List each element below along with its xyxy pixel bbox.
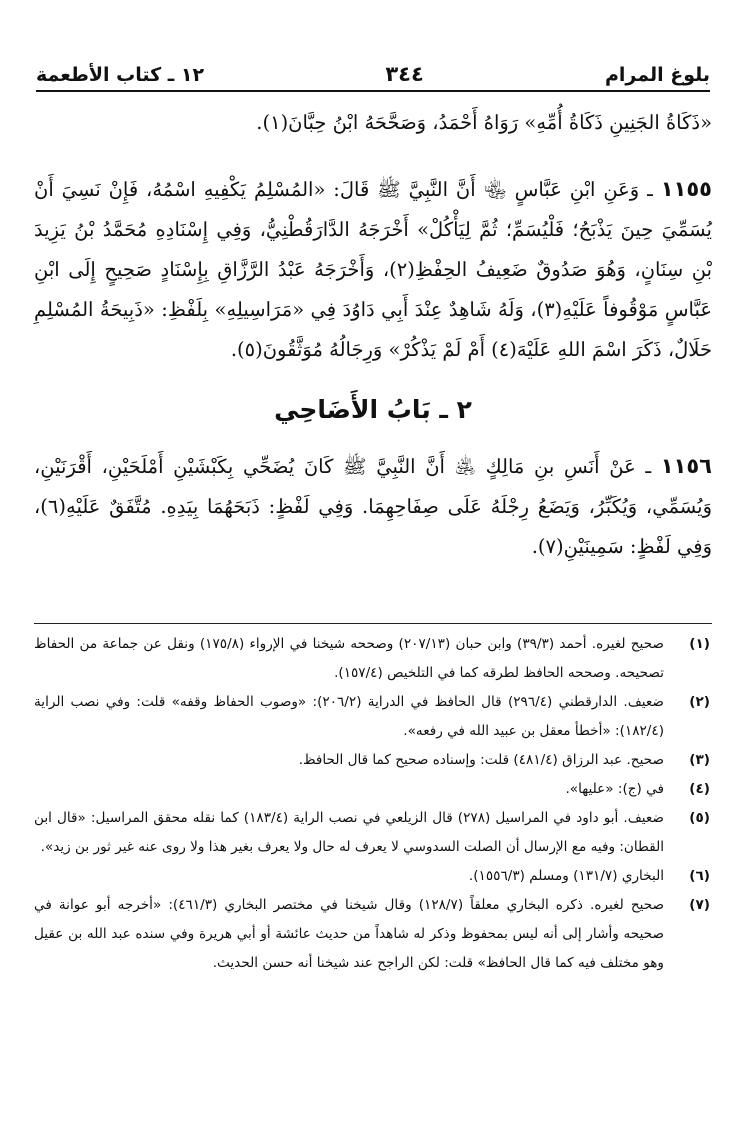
footnote [34, 630, 710, 688]
footnote-mark: (٢) [689, 694, 710, 710]
hadith-text: ـ وَعَنِ ابْنِ عَبَّاسٍ ﵄ أَنَّ النَّبِيَّ ﷺ قَالَ: «المُسْلِمُ يَكْفِيهِ اسْمُهُ، فَإِنْ نَسِيَ أَنْ يُسَمِّيَ حِينَ يَذْبَحُ؛ فَلْيُسَمِّ؛ ثُمَّ لِيَأْكُلْ» أَخْرَجَهُ الدَّارَقُطْنِيُّ، وَفِي إِسْنَادِهِ مُحَمَّدُ بْنُ يَزِيدَ بْنِ سِنَانٍ، وَهُوَ صَدُوقٌ ضَعِيفُ الحِفْظِ(٢)، وَأَخْرَجَهُ عَبْدُ الرَّزَّاقِ بِإِسْنَادٍ صَحِيحٍ إِلَى ابْنِ عَبَّاسٍ مَوْقُوفاً عَلَيْهِ(٣)، وَلَهُ شَاهِدٌ عِنْدَ أَبِي دَاوُدَ فِي «مَرَاسِيلِهِ» بِلَفْظِ: «ذَبِيحَةُ المُسْلِمِ حَلَالٌ، ذَكَرَ اسْمَ اللهِ عَلَيْهَ(٤) أَمْ لَمْ يَذْكُرْ» وَرِجَالُهُ مُوَثَّقُونَ(٥). [34, 178, 713, 361]
chapter-title: ٢ ـ بَابُ الأَضَاحِي [274, 395, 472, 424]
hadith-1155 [34, 169, 712, 370]
footnote-text: صحيح لغيره. أحمد (٣٩/٣) وابن حبان (٢٠٧/١٣) وصححه شيخنا في الإرواء (١٧٥/٨) ونقل عن جماعة من الحفاظ تصحيحه. وصححه الحافظ لطرقه كما في التلخيص (١٥٧/٤). [34, 636, 664, 681]
footnote-text: ضعيف. الدارقطني (٢٩٦/٤) قال الحافظ في الدراية (٢٠٦/٢): «وصوب الحفاظ وقفه» قلت: وفي نصب الراية (١٨٢/٤): «أخطأ معقل بن عبيد الله في رفعه». [34, 694, 664, 739]
footnote-text: في (ج): «عليها». [565, 781, 664, 797]
book-title: بلوغ المرام [604, 64, 710, 86]
footnote-mark: (١) [689, 636, 710, 652]
footnote [34, 891, 710, 978]
footnote [34, 862, 710, 891]
main-text [34, 103, 712, 567]
hadith-number: ١١٥٦ [660, 454, 712, 478]
footnote-mark: (٣) [689, 752, 710, 768]
footnote-text: البخاري (١٣١/٧) ومسلم (١٥٥٦/٣). [468, 868, 664, 884]
footnote [34, 746, 710, 775]
footnotes [34, 630, 710, 978]
footnote-text: صحيح. عبد الرزاق (٤٨١/٤) قلت: وإسناده صحيح كما قال الحافظ. [298, 752, 664, 768]
footnote [34, 804, 710, 862]
intro-paragraph: «ذَكَاةُ الجَنِينِ ذَكَاةُ أُمِّهِ» رَوَاهُ أَحْمَدُ، وَصَحَّحَهُ ابْنُ حِبَّانَ(١). [256, 111, 712, 134]
footnote [34, 688, 710, 746]
footnote-text: ضعيف. أبو داود في المراسيل (٢٧٨) قال الزيلعي في نصب الراية (١٨٣/٤) كما نقله محقق المراسيل: «قال ابن القطان: وفيه مع الإرسال أن الصلت السدوسي لا يعرف له حال ولا يعرف بغير هذا ولا روى عنه غير ثور بن زيد». [34, 810, 664, 855]
hadith-text: ـ عَنْ أَنَسِ بنِ مَالِكٍ ﵁ أَنَّ النَّبِيَّ ﷺ كَانَ يُضَحِّي بِكَبْشَيْنِ أَمْلَحَيْنِ، أَقْرَنَيْنِ، وَيُسَمِّي، وَيُكَبِّرُ، وَيَضَعُ رِجْلَهُ عَلَى صِفَاحِهِمَا. وَفِي لَفْظٍ: ذَبَحَهُمَا بِيَدِهِ. مُتَّفَقٌ عَلَيْهِ(٦)، وَفِي لَفْظٍ: سَمِينَيْنِ(٧). [34, 455, 712, 558]
footnote-mark: (٧) [689, 897, 710, 913]
chapter-header: ١٢ ـ كتاب الأطعمة [36, 64, 205, 86]
footnote-text: صحيح لغيره. ذكره البخاري معلقاً (١٢٨/٧) وقال شيخنا في مختصر البخاري (٤٦١/٣): «أخرجه أبو عوانة في صحيحه وأشار إلى أنه ليس بمحفوظ وذكر له شاهداً من حديث عائشة أو أبي هريرة وفي سنده عبد الله بن عقيل وهو مختلف فيه كما قال الحافظ» قلت: لكن الراجح عند شيخنا أنه حسن الحديث. [34, 897, 665, 971]
footnote [34, 775, 710, 804]
hadith-number: ١١٥٥ [660, 177, 712, 201]
footnote-mark: (٤) [689, 781, 710, 797]
footnote-mark: (٥) [689, 810, 710, 826]
hadith-1156 [34, 446, 712, 567]
footnote-divider [34, 623, 712, 624]
page-number: ٣٤٤ [385, 62, 424, 86]
page-header [36, 52, 710, 92]
footnote-mark: (٦) [689, 868, 710, 884]
